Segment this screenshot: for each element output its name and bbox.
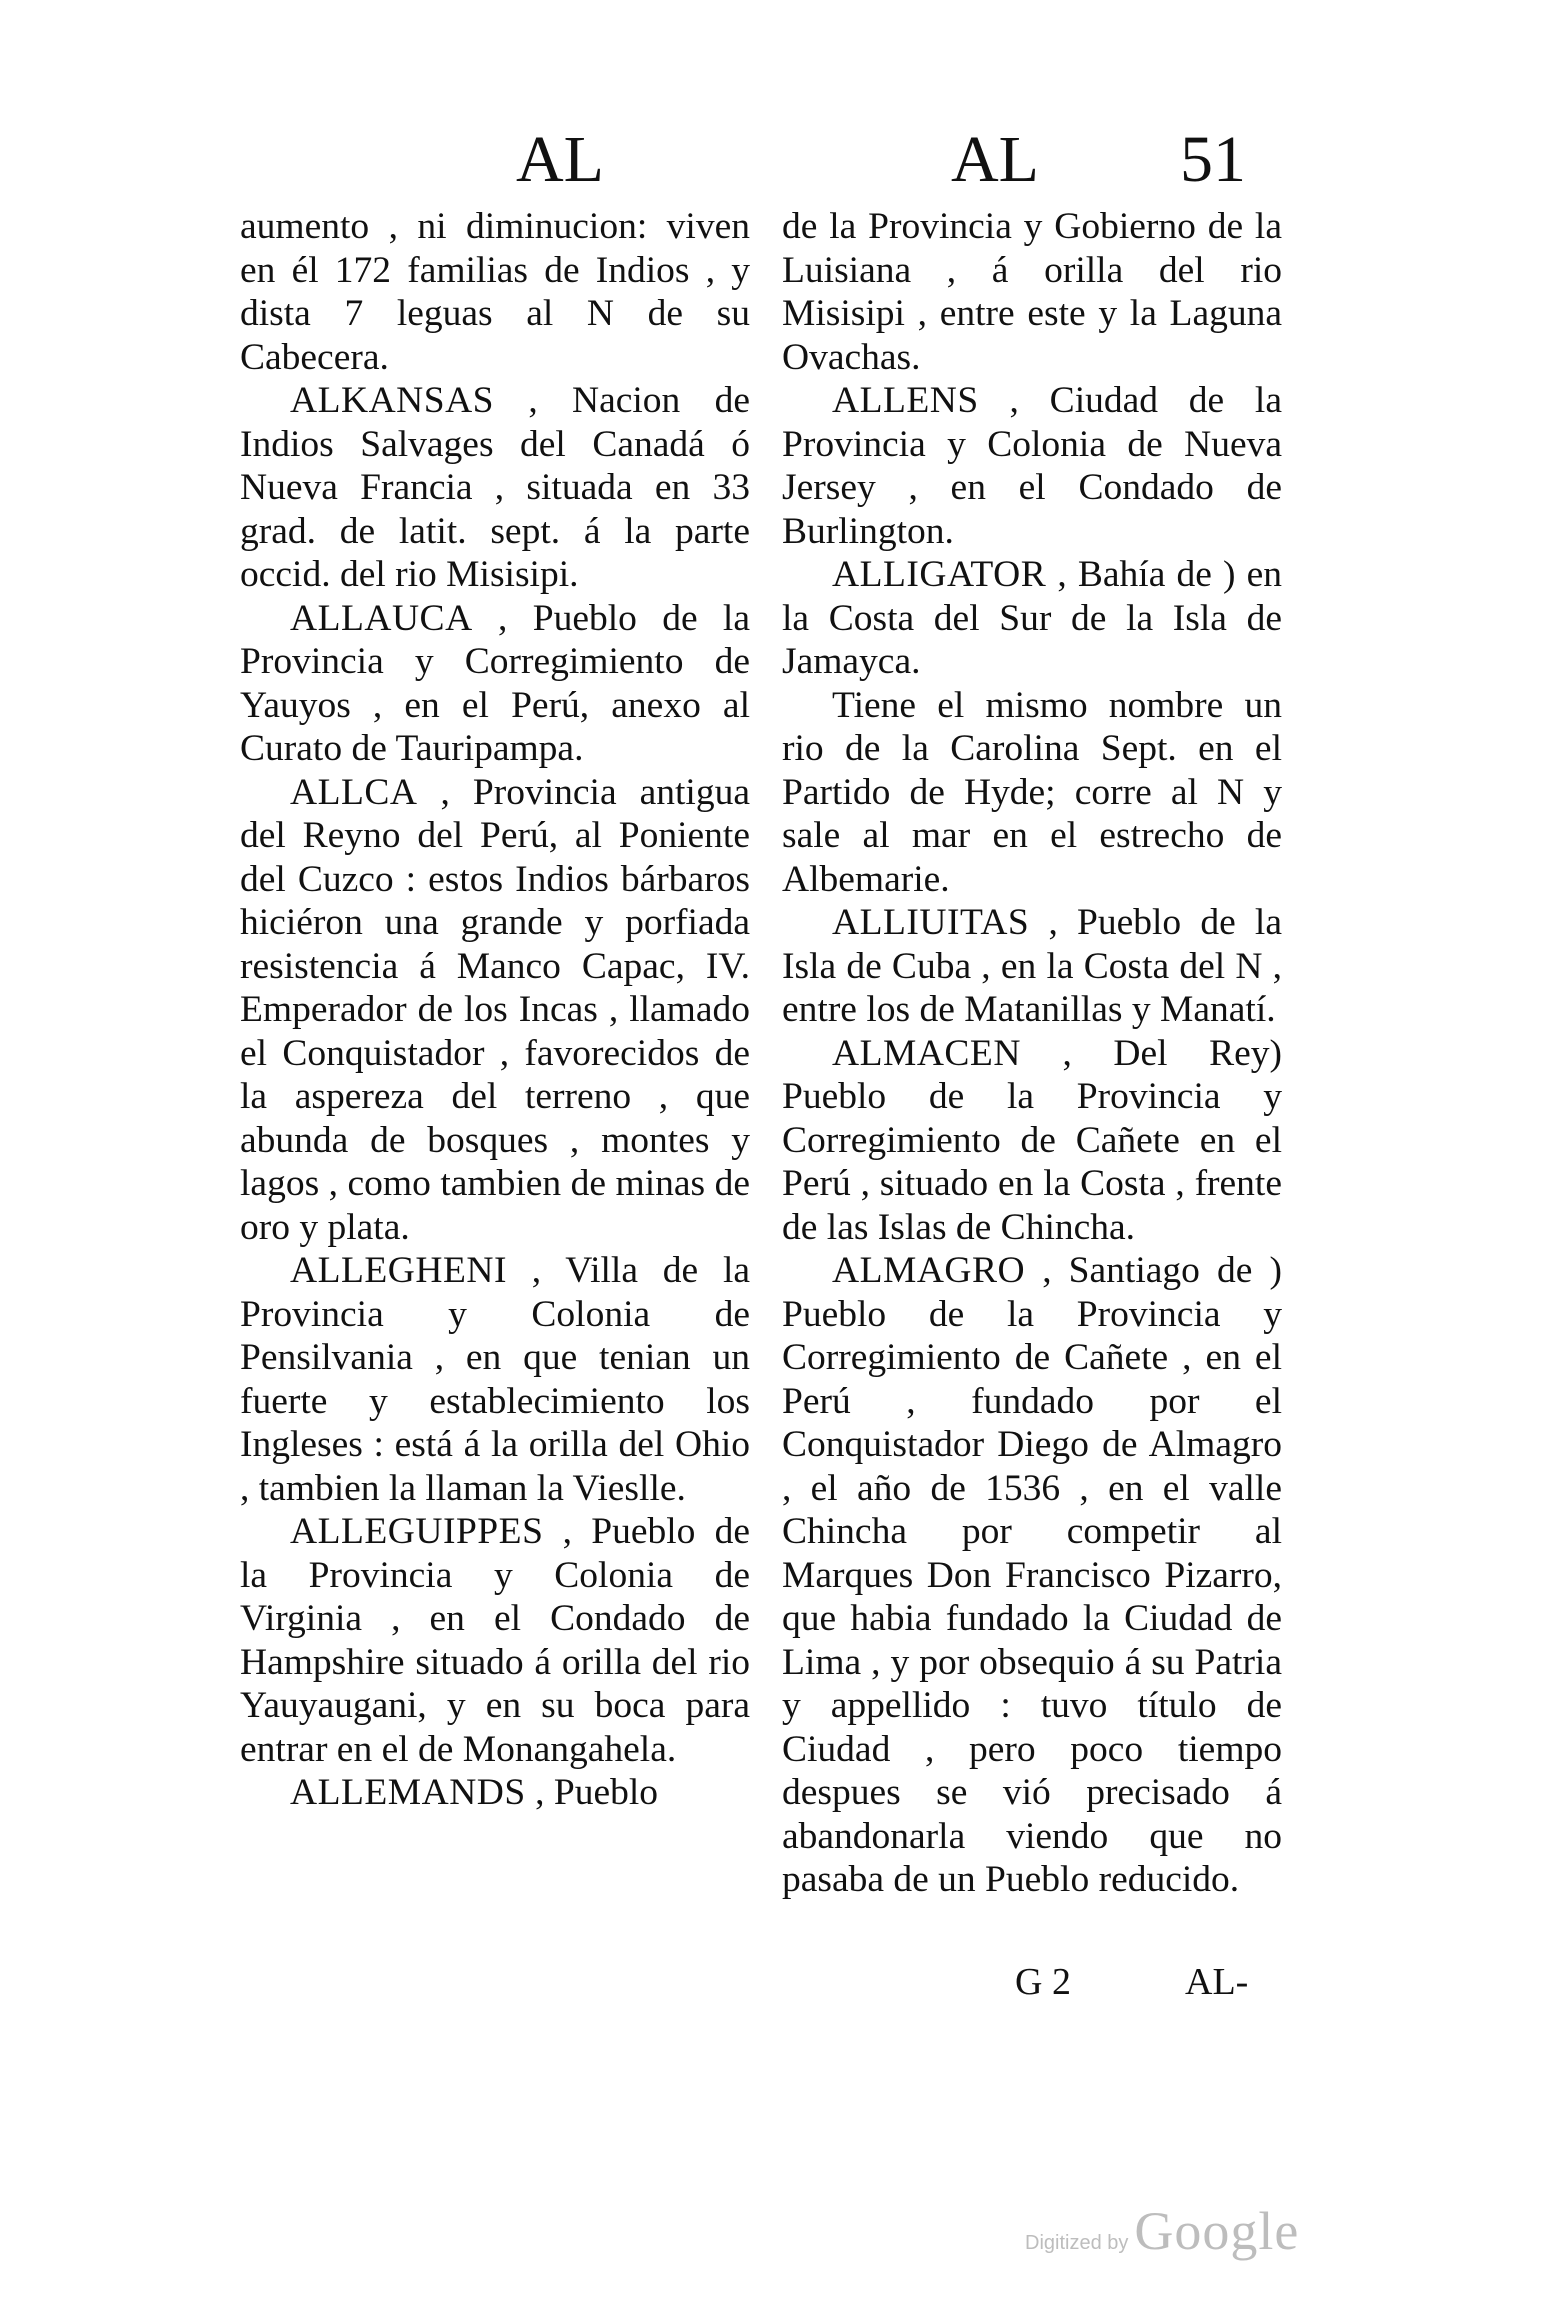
right-column [782,205,1282,1902]
entry-alligator-note [782,684,1282,902]
entry-text: , Provincia antigua del Reyno del Perú, al Poniente del Cuzco : estos Indios bárbaros hiciéron una grande y porfiada resistencia á Manco Capac, IV. Emperador de los Incas , llamado el Conquistador , favorecidos de la aspereza del terreno , que abunda de bosques , montes y lagos , como tambien de minas de oro y plata. [240,771,750,1248]
entry-almagro [782,1249,1282,1902]
entry-allauca [240,597,750,771]
entry-headword: ALMAGRO [832,1250,1026,1291]
entry-headword: ALLENS [832,380,979,421]
entry-text: , Pueblo [535,1772,659,1813]
entry-headword: ALLCA [290,771,418,813]
entry-allca [240,771,750,1250]
catchword: AL- [1185,1961,1249,2003]
entry-text: Tiene el mismo nombre un rio de la Carolina Sept. en el Partido de Hyde; corre al N y sale al mar en el estrecho de Albemarie. [782,684,1282,900]
entry-headword: ALLEGHENI [290,1250,507,1291]
entry-headword: ALLEMANDS [290,1772,526,1813]
entry-alkansas [240,379,750,597]
entry-headword: ALLIUITAS [832,902,1030,943]
google-logo: Google [1134,2201,1300,2261]
entry-alliuitas [782,901,1282,1032]
left-continuation-text: aumento , ni diminucion: viven en él 172 familias de Indios , y dista 7 leguas al N de su Cabecera. [240,206,750,378]
entry-text: , Villa de la Provincia y Colonia de Pensilvania , en que tenian un fuerte y establecimiento los Ingleses : está á la orilla del Ohio , tambien la llaman la Vieslle. [240,1250,751,1509]
page-number: 51 [1180,123,1246,196]
entry-headword: ALMACEN [832,1032,1021,1074]
entry-text: , Ciudad de la Provincia y Colonia de Nueva Jersey , en el Condado de Burlington. [782,380,1282,552]
entry-alligator [782,553,1282,684]
entry-text: , Santiago de ) Pueblo de la Provincia y Corregimiento de Cañete , en el Perú , fundado por el Conquistador Diego de Almagro , el año de 1536 , en el valle Chincha por competir al Marques Don Francisco Pizarro, que habia fundado la Ciudad de Lima , y por obsequio á su Patria y appellido : tuvo título de Ciudad , pero poco tiempo despues se vió precisado á abandonarla viendo que no pasaba de un Pueblo reducido. [782,1250,1282,1900]
entry-text: , Pueblo de la Provincia y Colonia de Virginia , en el Condado de Hampshire situado á orilla del rio Yauyaugani, y en su boca para entrar en el de Monangahela. [240,1511,750,1770]
running-head-right: AL [951,123,1039,196]
left-column [240,205,750,1815]
entry-text: , Pueblo de la Provincia y Corregimiento de Yauyos , en el Perú, anexo al Curato de Tauripampa. [240,597,750,769]
digitized-watermark [1025,2200,1365,2260]
entry-text: , Pueblo de la Isla de Cuba , en la Costa del N , entre los de Matanillas y Manatí. [782,902,1282,1030]
entry-allens [782,379,1282,553]
running-head-left: AL [516,123,604,196]
watermark-label: Digitized by [1025,2232,1129,2254]
entry-headword: ALLEGUIPPES [290,1511,544,1552]
entry-headword: ALKANSAS [290,380,495,421]
entry-headword: ALLIGATOR [832,554,1047,595]
entry-allemands [240,1771,750,1815]
entry-text: , Nacion de Indios Salvages del Canadá ó Nueva Francia , situada en 33 grad. de latit. sept. á la parte occid. del rio Misisipi. [240,380,751,595]
entry-almacen [782,1032,1282,1250]
entry-text: , Del Rey) Pueblo de la Provincia y Corregimiento de Cañete en el Perú , situado en la Costa , frente de las Islas de Chincha. [782,1032,1283,1248]
entry-alleguippes [240,1510,750,1771]
entry-text: , Bahía de ) en la Costa del Sur de la Isla de Jamayca. [782,554,1283,682]
signature-mark: G 2 [1015,1961,1071,2003]
right-continuation-text: de la Provincia y Gobierno de la Luisiana , á orilla del rio Misisipi , entre este y la Laguna Ovachas. [782,206,1282,378]
entry-allegheni [240,1249,750,1510]
entry-headword: ALLAUCA [290,597,473,639]
